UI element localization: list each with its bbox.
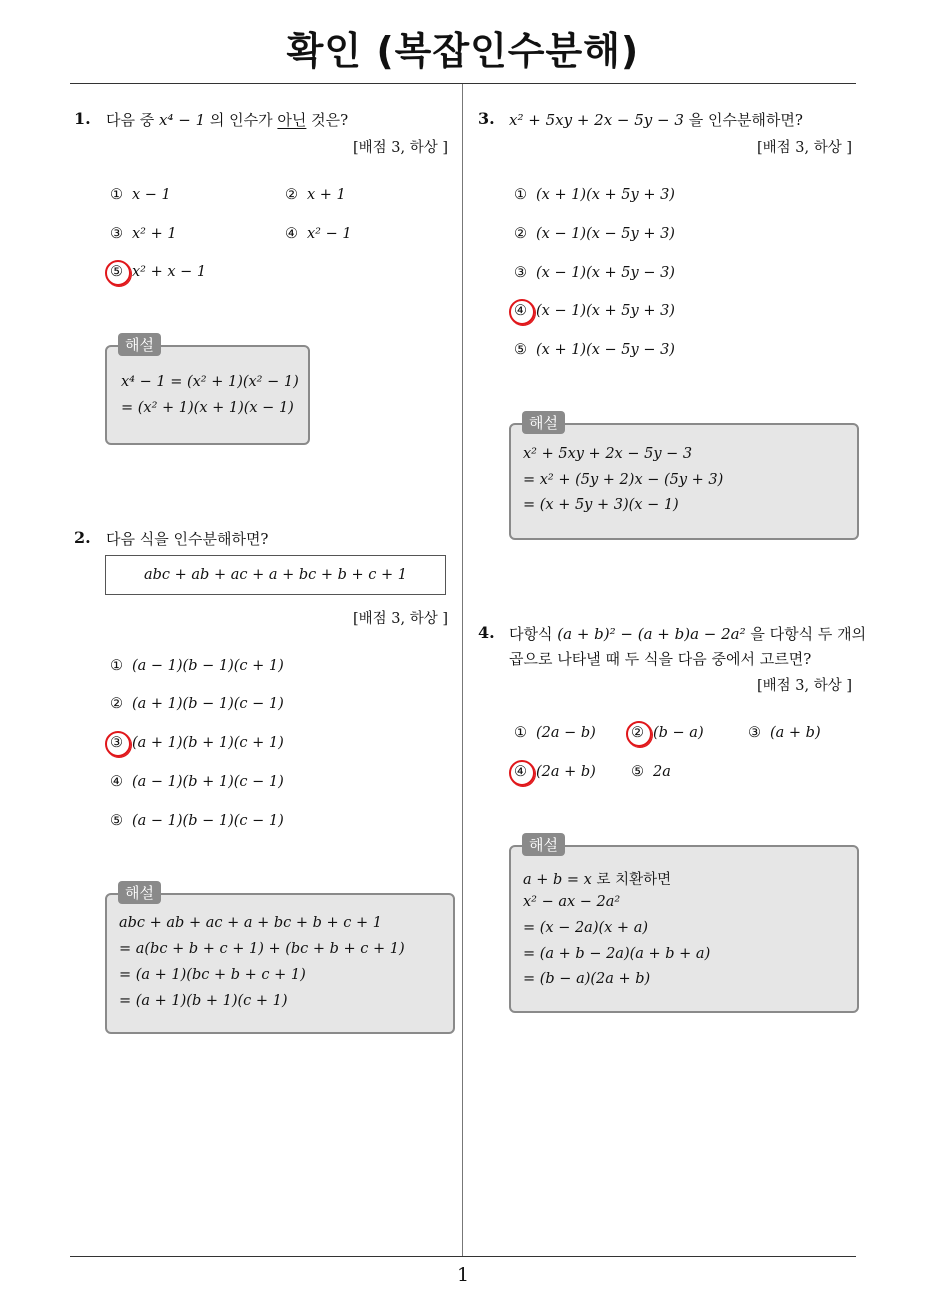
option-number: ② (285, 187, 298, 203)
solution-badge: 해설 (522, 411, 565, 434)
header-rule (70, 83, 856, 84)
option-number: ⑤ (514, 342, 527, 358)
option-text: (x − 1)(x + 5y + 3) (536, 303, 675, 319)
option-number: ③ (110, 226, 123, 242)
option-number: ① (514, 725, 527, 741)
solution-line (523, 868, 671, 889)
option-text: (a + b) (770, 725, 821, 741)
solution-line: abc + ab + ac + a + bc + b + c + 1 (119, 915, 382, 931)
option-5[interactable] (514, 342, 675, 358)
question-text-line2: 곱으로 나타낼 때 두 식을 다음 중에서 고르면? (509, 650, 812, 668)
option-number: ⑤ (110, 264, 123, 280)
option-text: (x + 1)(x − 5y − 3) (536, 342, 675, 358)
option-text: (x − 1)(x − 5y + 3) (536, 226, 675, 242)
option-text: (a + 1)(b + 1)(c + 1) (132, 735, 284, 751)
option-3[interactable] (110, 226, 177, 242)
solution-line: = (a + b − 2a)(a + b + a) (523, 946, 711, 962)
score-meta: [배점 3, 하상 ] (352, 611, 448, 627)
solution-line: = a(bc + b + c + 1) + (bc + b + c + 1) (119, 941, 405, 957)
question-text-pre: 다음 중 (106, 111, 160, 129)
solution-line: = (x + 5y + 3)(x − 1) (523, 497, 679, 513)
solution-box (105, 893, 455, 1034)
question-number: 2. (74, 528, 91, 547)
page-number: 1 (456, 1264, 470, 1286)
question-text-post: 것은? (306, 111, 349, 129)
option-number: ④ (285, 226, 298, 242)
question-text (106, 109, 348, 130)
option-text: x + 1 (307, 187, 346, 203)
solution-line: = (x² + 1)(x + 1)(x − 1) (121, 400, 294, 416)
column-divider (462, 84, 463, 1256)
option-1[interactable] (110, 658, 284, 674)
question-text-post: 을 인수분해하면? (683, 111, 803, 129)
solution-line: x⁴ − 1 = (x² + 1)(x² − 1) (121, 374, 299, 390)
score-meta: [배점 3, 하상 ] (756, 140, 852, 156)
answer-circle-mark (105, 260, 131, 286)
question-expr: x⁴ − 1 (159, 111, 206, 129)
score-meta: [배점 3, 하상 ] (352, 140, 448, 156)
question-expr: (a + b)² − (a + b)a − 2a² (557, 625, 746, 643)
question-text-pre: 다항식 (509, 625, 558, 643)
option-number: ① (110, 187, 123, 203)
solution-line: x² − ax − 2a² (523, 894, 621, 910)
option-number: ② (631, 725, 644, 741)
option-4[interactable] (110, 774, 284, 790)
option-2[interactable] (285, 187, 346, 203)
footer-rule (70, 1256, 856, 1257)
solution-line: = (a + 1)(bc + b + c + 1) (119, 967, 306, 983)
option-number: ⑤ (110, 813, 123, 829)
option-text: (2a − b) (536, 725, 596, 741)
answer-circle-mark (626, 721, 652, 747)
option-number: ⑤ (631, 764, 644, 780)
option-4[interactable] (285, 226, 352, 242)
solution-badge: 해설 (118, 333, 161, 356)
solution-line: = x² + (5y + 2)x − (5y + 3) (523, 472, 724, 488)
option-3[interactable] (514, 265, 675, 281)
option-number: ③ (748, 725, 761, 741)
option-text: 2a (653, 764, 671, 780)
option-number: ④ (110, 774, 123, 790)
solution-line: x² + 5xy + 2x − 5y − 3 (523, 446, 693, 462)
answer-circle-mark (105, 731, 131, 757)
question-number: 4. (478, 623, 495, 642)
option-3[interactable] (110, 735, 284, 751)
answer-circle-mark (509, 299, 535, 325)
option-4[interactable] (514, 303, 675, 319)
answer-circle-mark (509, 760, 535, 786)
solution-badge: 해설 (118, 881, 161, 904)
solution-substitution-text: 로 치환하면 (591, 872, 672, 888)
option-1[interactable] (514, 725, 596, 741)
option-number: ④ (514, 303, 527, 319)
solution-badge: 해설 (522, 833, 565, 856)
option-2[interactable] (110, 696, 284, 712)
option-number: ① (514, 187, 527, 203)
question-text (509, 623, 866, 644)
solution-box (105, 345, 310, 445)
option-number: ④ (514, 764, 527, 780)
option-1[interactable] (110, 187, 171, 203)
option-number: ② (514, 226, 527, 242)
option-2[interactable] (514, 226, 675, 242)
option-text: (x − 1)(x + 5y − 3) (536, 265, 675, 281)
option-number: ② (110, 696, 123, 712)
option-5[interactable] (110, 813, 284, 829)
solution-line: = (a + 1)(b + 1)(c + 1) (119, 993, 288, 1009)
option-text: (a + 1)(b − 1)(c − 1) (132, 696, 284, 712)
option-text: x − 1 (132, 187, 171, 203)
option-number: ③ (514, 265, 527, 281)
question-number: 3. (478, 109, 495, 128)
underlined-word: 아닌 (277, 111, 307, 129)
option-number: ① (110, 658, 123, 674)
option-text: (x + 1)(x + 5y + 3) (536, 187, 675, 203)
option-text: x² + 1 (132, 226, 177, 242)
page-title: 확인 (복잡인수분해) (286, 29, 640, 73)
option-1[interactable] (514, 187, 675, 203)
option-number: ③ (110, 735, 123, 751)
solution-box (509, 845, 859, 1013)
score-meta: [배점 3, 하상 ] (756, 678, 852, 694)
question-expr: x² + 5xy + 2x − 5y − 3 (509, 111, 684, 129)
option-text: x² − 1 (307, 226, 352, 242)
option-text: (a − 1)(b − 1)(c + 1) (132, 658, 284, 674)
solution-line: = (b − a)(2a + b) (523, 971, 651, 987)
solution-line: = (x − 2a)(x + a) (523, 920, 648, 936)
option-5[interactable] (631, 764, 671, 780)
option-text: (a − 1)(b + 1)(c − 1) (132, 774, 284, 790)
option-text: (a − 1)(b − 1)(c − 1) (132, 813, 284, 829)
question-text-mid: 의 인수가 (205, 111, 278, 129)
question-text: 다음 식을 인수분해하면? (106, 530, 269, 548)
question-text (509, 109, 803, 130)
option-text: (2a + b) (536, 764, 596, 780)
option-text: (b − a) (653, 725, 704, 741)
solution-substitution-expr: a + b = x (523, 872, 592, 888)
question-number: 1. (74, 109, 91, 128)
option-text: x² + x − 1 (132, 264, 207, 280)
solution-box (509, 423, 859, 540)
question-text-post: 을 다항식 두 개의 (745, 625, 867, 643)
option-3[interactable] (748, 725, 821, 741)
expression-box: abc + ab + ac + a + bc + b + c + 1 (105, 555, 446, 595)
